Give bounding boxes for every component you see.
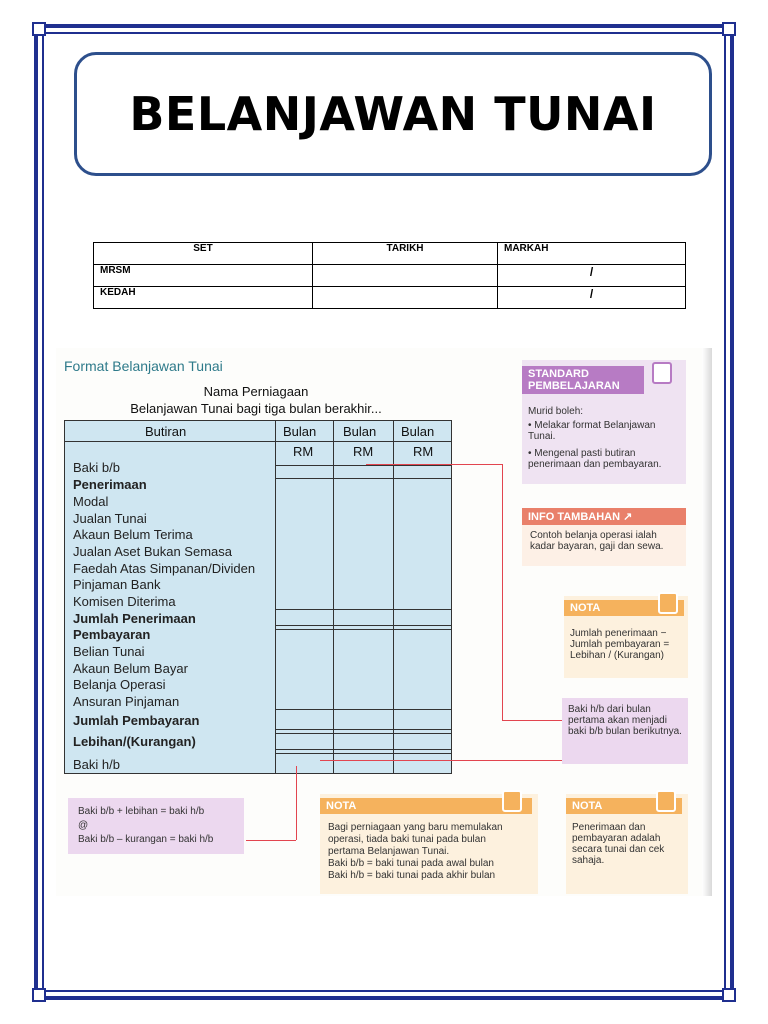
row-komisen: Komisen Diterima: [73, 594, 176, 609]
arrow-line: [320, 760, 564, 761]
standard-item-text: Mengenal pasti butiran penerimaan dan pembayaran.: [528, 448, 662, 470]
nota-panel: [320, 794, 538, 894]
standard-intro: Murid boleh:: [528, 406, 584, 417]
info-table: [93, 242, 686, 309]
row-line: [275, 729, 451, 730]
info-label: [522, 508, 686, 525]
nota-label: NOTA: [564, 600, 684, 616]
row-lebihan: Lebihan/(Kurangan): [73, 734, 196, 749]
row-line: [275, 749, 451, 750]
col-rm-3: RM: [413, 444, 434, 459]
nota-panel: [566, 794, 688, 894]
row-jumlah-penerimaan: Jumlah Penerimaan: [73, 611, 196, 626]
col-rm-1: RM: [293, 444, 314, 459]
cell-markah[interactable]: /: [498, 287, 686, 309]
row-line: [275, 629, 451, 630]
nota-line: Baki b/b = baki tunai pada awal bulan: [328, 858, 494, 869]
row-jualan-tunai: Jualan Tunai: [73, 511, 147, 526]
row-line: [275, 753, 451, 754]
col-rm-2: RM: [353, 444, 374, 459]
nota-line: Bagi perniagaan yang baru memulakan: [328, 822, 503, 833]
arrow-line: [366, 464, 502, 465]
formula-line: Baki b/b + lebihan = baki h/b: [78, 806, 205, 817]
row-line: [275, 709, 451, 710]
col-bulan-1: Bulan: [283, 424, 317, 439]
row-line: [275, 733, 451, 734]
cell-set: KEDAH: [94, 287, 313, 309]
row-line: [275, 478, 451, 479]
info-label-text: INFO TAMBAHAN: [528, 511, 621, 523]
row-baki-hb: Baki h/b: [73, 757, 120, 772]
row-line: [275, 465, 451, 466]
row-belian-tunai: Belian Tunai: [73, 644, 145, 659]
cell-tarikh[interactable]: [313, 287, 498, 309]
row-pembayaran: Pembayaran: [73, 627, 151, 642]
arrow-line: [296, 766, 297, 840]
border-corner: [722, 988, 736, 1002]
arrow-line: [502, 720, 562, 721]
trend-icon: ↗: [623, 511, 633, 523]
row-penerimaan: Penerimaan: [73, 477, 147, 492]
header-line: [65, 441, 451, 442]
table-header-row: [94, 243, 686, 265]
formula-box: [68, 798, 244, 854]
cell-tarikh[interactable]: [313, 265, 498, 287]
row-jualan-aset: Jualan Aset Bukan Semasa: [73, 544, 232, 559]
chart-icon: [656, 790, 676, 812]
nota-line: Baki h/b = baki tunai pada akhir bulan: [328, 870, 496, 881]
col-bulan-2: Bulan: [343, 424, 377, 439]
standard-label: [522, 366, 644, 394]
formula-line: Baki b/b – kurangan = baki h/b: [78, 834, 214, 845]
row-pinjaman-bank: Pinjaman Bank: [73, 577, 161, 592]
table-row: [94, 265, 686, 287]
standard-item-text: Melakar format Belanjawan Tunai.: [528, 420, 656, 442]
business-name: Nama Perniagaan: [203, 384, 309, 399]
row-baki-bb: Baki b/b: [73, 460, 120, 475]
chart-icon: [658, 592, 678, 614]
nota-label: NOTA: [566, 798, 682, 814]
nota-line: operasi, tiada baki tunai pada bulan: [328, 834, 486, 845]
row-line: [275, 609, 451, 610]
cell-markah[interactable]: /: [498, 265, 686, 287]
nota-line: pertama Belanjawan Tunai.: [328, 846, 450, 857]
standard-label-line2: PEMBELAJARAN: [528, 380, 620, 392]
nota-panel: [564, 596, 688, 678]
nota-text: Penerimaan dan pembayaran adalah secara tunai dan cek sahaja.: [572, 822, 665, 866]
column-line: [393, 421, 394, 773]
baki-note-text: Baki h/b dari bulan pertama akan menjadi baki b/b bulan berikutnya.: [568, 704, 682, 737]
standard-panel: [522, 360, 686, 484]
row-faedah: Faedah Atas Simpanan/Dividen: [73, 561, 256, 576]
info-panel: [522, 508, 686, 566]
border-corner: [32, 22, 46, 36]
header-set: SET: [94, 243, 313, 265]
col-bulan-3: Bulan: [401, 424, 435, 439]
row-jumlah-pembayaran: Jumlah Pembayaran: [73, 713, 200, 728]
row-akaun-belum-terima: Akaun Belum Terima: [73, 527, 193, 542]
chart-icon: [502, 790, 522, 812]
budget-subtitle: Belanjawan Tunai bagi tiga bulan berakhir...: [130, 401, 382, 416]
textbook-scan: [56, 348, 712, 896]
cash-budget-table: [64, 420, 452, 774]
baki-note: [562, 698, 688, 764]
row-line: [275, 625, 451, 626]
row-ansuran: Ansuran Pinjaman: [73, 694, 180, 709]
column-line: [333, 421, 334, 773]
nota-label: NOTA: [320, 798, 532, 814]
table-row: [94, 287, 686, 309]
arrow-line: [502, 464, 503, 720]
title-box: [74, 52, 712, 176]
formula-line: @: [78, 820, 89, 831]
border-corner: [722, 22, 736, 36]
header-tarikh: TARIKH: [313, 243, 498, 265]
standard-label-line1: STANDARD: [528, 368, 589, 380]
notepad-icon: [652, 362, 672, 384]
column-line: [275, 421, 276, 773]
info-text: Contoh belanja operasi ialah kadar bayaran, gaji dan sewa.: [530, 530, 664, 552]
border-corner: [32, 988, 46, 1002]
row-belanja-operasi: Belanja Operasi: [73, 677, 166, 692]
page-title: BELANJAWAN TUNAI: [129, 87, 657, 141]
standard-item: • Mengenal pasti butiran penerimaan dan pembayaran.: [528, 448, 662, 470]
header-markah: MARKAH: [498, 243, 686, 265]
page-shadow: [702, 348, 712, 896]
arrow-line: [246, 840, 296, 841]
col-butiran: Butiran: [145, 424, 187, 439]
row-akaun-belum-bayar: Akaun Belum Bayar: [73, 661, 188, 676]
nota-text: Jumlah penerimaan − Jumlah pembayaran = Lebihan / (Kurangan): [570, 628, 670, 661]
format-heading: Format Belanjawan Tunai: [64, 358, 223, 374]
row-modal: Modal: [73, 494, 109, 509]
cell-set: MRSM: [94, 265, 313, 287]
standard-item: • Melakar format Belanjawan Tunai.: [528, 420, 656, 442]
